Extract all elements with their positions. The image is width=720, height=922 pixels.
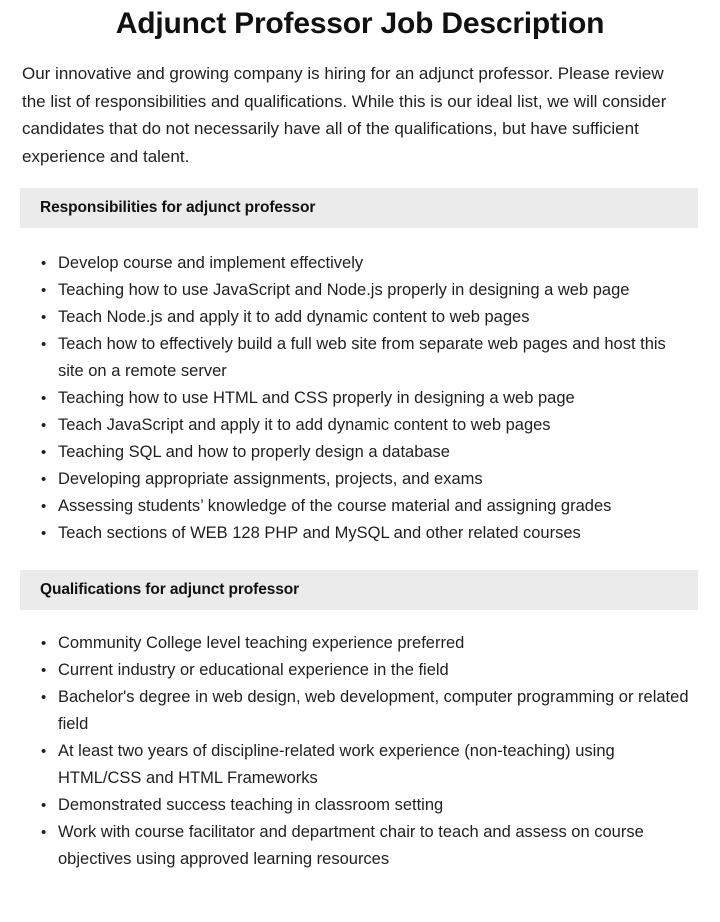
list-item: • Demonstrated success teaching in classroom setting [0, 792, 720, 819]
list-item: • At least two years of discipline-related work experience (non-teaching) using HTML/CSS and HTML Frameworks [0, 738, 720, 792]
list-item: • Teaching SQL and how to properly design a database [0, 439, 720, 466]
section-header-qualifications [20, 570, 698, 610]
qualifications-list [0, 630, 720, 873]
list-item: • Bachelor's degree in web design, web development, computer programming or related field [0, 684, 720, 738]
list-item: • Teach Node.js and apply it to add dynamic content to web pages [0, 304, 720, 331]
spacer-after-qualifications-header [0, 610, 720, 630]
section-heading-label: Responsibilities for adjunct professor [40, 199, 316, 216]
spacer-after-responsibilities-header [0, 228, 720, 250]
list-item: • Teach how to effectively build a full web site from separate web pages and host this site on a remote server [0, 331, 720, 385]
list-item: • Teaching how to use JavaScript and Node.js properly in designing a web page [0, 277, 720, 304]
section-responsibilities [0, 188, 720, 547]
section-qualifications [0, 570, 720, 873]
list-item: • Current industry or educational experience in the field [0, 657, 720, 684]
spacer-before-responsibilities [0, 170, 720, 188]
list-item: • Teach sections of WEB 128 PHP and MySQL and other related courses [0, 520, 720, 547]
list-item: • Teach JavaScript and apply it to add dynamic content to web pages [0, 412, 720, 439]
section-header-responsibilities [20, 188, 698, 228]
list-item: • Assessing students’ knowledge of the course material and assigning grades [0, 493, 720, 520]
list-item: • Work with course facilitator and department chair to teach and assess on course objectives using approved learning resources [0, 819, 720, 873]
page-title: Adjunct Professor Job Description [115, 7, 605, 40]
responsibilities-list [0, 250, 720, 547]
list-item: • Community College level teaching experience preferred [0, 630, 720, 657]
list-item: • Developing appropriate assignments, projects, and exams [0, 466, 720, 493]
list-item: • Teaching how to use HTML and CSS properly in designing a web page [0, 385, 720, 412]
section-heading-label: Qualifications for adjunct professor [40, 581, 300, 598]
list-item: • Develop course and implement effectively [0, 250, 720, 277]
intro-paragraph: Our innovative and growing company is hiring for an adjunct professor. Please review the list of responsibilities and qualifications. While this is our ideal list, we will consider candidates that do not necessarily have all of the qualifications, but have sufficient experience and talent. [22, 64, 667, 166]
spacer-between-sections [0, 547, 720, 570]
